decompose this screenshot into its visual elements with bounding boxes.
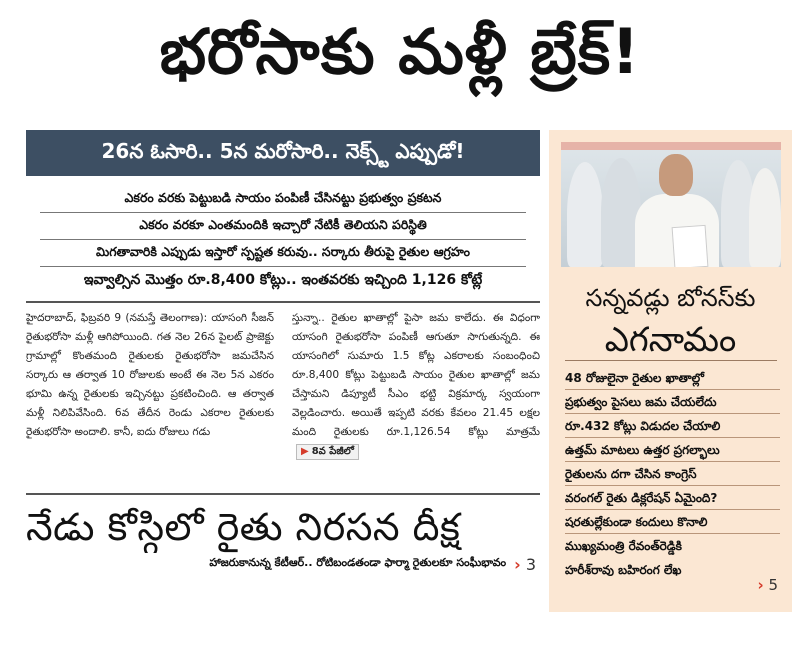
page-arrow-icon: › — [757, 576, 764, 594]
divider — [565, 360, 777, 361]
page-number: 3 — [525, 554, 536, 574]
highlight-line: ఎకరం వరకూ ఎంతమందికి ఇచ్చారో నేటికీ తెలియని పరిస్థితి — [139, 216, 427, 232]
sidebar-story — [549, 130, 792, 612]
secondary-subline — [26, 553, 540, 575]
sidebar-line: ప్రభుత్వం పైసలు జమ చేయలేదు — [565, 390, 780, 414]
lead-story — [26, 130, 540, 575]
news-photo — [561, 142, 781, 267]
highlight-lines — [26, 186, 540, 295]
sidebar-line: హరీశ్‌రావు బహిరంగ లేఖ — [565, 563, 682, 577]
sidebar-line: 48 రోజులైనా రైతుల ఖాతాల్లో — [565, 366, 780, 390]
sidebar-page-number: 5 — [768, 576, 778, 594]
subhead-banner: 26న ఓసారి.. 5న మరోసారి.. నెక్స్ట్ ఎప్పుడో! — [26, 130, 540, 176]
secondary-subline-text: హాజరుకానున్న కేటీఆర్.. రోటిబండతండా ఫార్మా రైతులకూ సంఘీభావం — [209, 556, 507, 569]
divider — [26, 493, 540, 495]
page-reference[interactable] — [514, 555, 536, 574]
sidebar-line: షరతుల్లేకుండా కందులు కొనాలి — [565, 510, 780, 534]
continued-label: 8వ పేజీలో — [311, 446, 354, 457]
highlight-line: ఇవ్వాల్సిన మొత్తం రూ.8,400 కోట్లు.. ఇంతవరకు ఇచ్చింది 1,126 కోట్లే — [83, 271, 483, 288]
highlight-line: ఎకరం వరకు పెట్టుబడి సాయం పంపిణీ చేసినట్టు ప్రభుత్వం ప్రకటన — [124, 189, 442, 205]
photo-document — [672, 225, 709, 267]
page-arrow-icon: › — [514, 554, 521, 574]
sidebar-line: రూ.432 కోట్లు విడుదల చేయాలి — [565, 414, 780, 438]
sidebar-line: ఉత్తమ్ మాటలు ఉత్తర ప్రగల్భాలు — [565, 438, 780, 462]
sidebar-title-line-2: ఎగనామం — [604, 320, 737, 360]
article-column-2-text: స్తున్నా.. రైతుల ఖాతాల్లో పైసా జమ కాలేదు. ఈ విధంగా యాసంగి రైతుభరోసా పంపిణీ ఆగుతూ సాగుతున్నది. ఈ యాసంగిలో సుమారు 1.5 కోట్ల ఎకరాలకు సంబంధించి రూ.8,400 కోట్లు పెట్టుబడి సాయం రైతుల ఖాతాల్లో జమ చేస్తామని డిప్యూటీ సీఎం భట్టి విక్రమార్క స్వయంగా వెల్లడించారు. అయితే ఇప్పటి వరకు కేవలం 21.45 లక్షల మంది రైతులకు రూ.1,126.54 కోట్లు మాత్రమే — [292, 312, 540, 438]
sidebar-highlights — [565, 366, 780, 582]
sidebar-title-line-1: సన్నవడ్లు బోనస్‌కు — [585, 284, 756, 312]
sidebar-page-reference[interactable] — [757, 576, 778, 594]
continued-on-page[interactable] — [296, 444, 359, 460]
article-body — [26, 301, 540, 485]
secondary-headline: నేడు కోస్గిలో రైతు నిరసన దీక్ష — [26, 505, 461, 549]
photo-bystander — [749, 168, 781, 267]
photo-bystander — [567, 162, 603, 267]
article-column-2 — [292, 309, 540, 485]
sidebar-line: రైతులను దగా చేసిన కాంగ్రెస్ — [565, 462, 780, 486]
main-headline: భరోసాకు మళ్లీ బ్రేక్! — [159, 15, 641, 88]
sidebar-line: వరంగల్ రైతు డిక్లరేషన్ ఏమైంది? — [565, 486, 780, 510]
photo-backdrop — [561, 142, 781, 150]
highlight-line: మిగతావారికి ఎప్పుడు ఇస్తారో స్పష్టత కరువు.. సర్కారు తీరుపై రైతుల ఆగ్రహం — [96, 243, 470, 259]
photo-person-head — [659, 154, 693, 196]
article-column-1: హైదరాబాద్, ఫిబ్రవరి 9 (నమస్తే తెలంగాణ): యాసంగి సీజన్ రైతుభరోసా మళ్లీ ఆగిపోయింది. గత నెల 26న పైలట్ ప్రాజెక్టు గ్రామాల్లో కొంతమంది రైతులకు రైతుభరోసా జమచేసిన సర్కారు ఆ తర్వాత 10 రోజులకు అంటే ఈ నెల 5న ఎకరం భూమి ఉన్న రైతులకు ఇచ్చినట్టు ప్రకటించింది. ఆ తర్వాత మళ్లీ నిలిపివేసింది. 6వ తేదీన రెండు ఎకరాల రైతులకు రైతుభరోసా అందాలి. కానీ, ఐదు రోజులు గడు — [26, 312, 274, 438]
continue-arrow-icon: ▶ — [301, 446, 309, 457]
sidebar-line: ముఖ్యమంత్రి రేవంత్‌రెడ్డికి — [565, 539, 682, 553]
